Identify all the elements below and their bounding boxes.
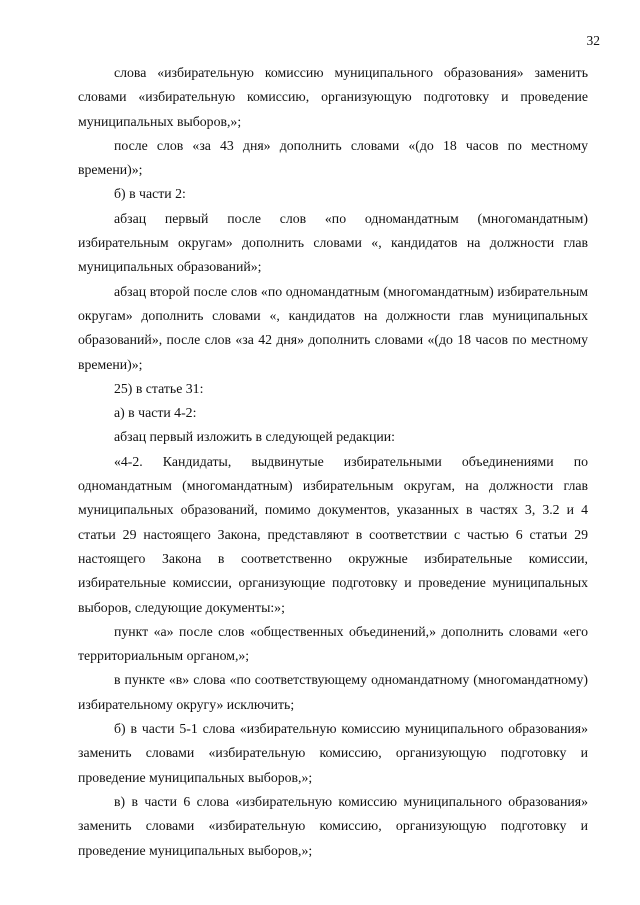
paragraph: абзац первый изложить в следующей редакции: xyxy=(114,429,395,445)
paragraph: а) в части 4-2: xyxy=(114,405,197,421)
paragraph: абзац второй после слов «по одномандатным (многомандатным) избирательным округам» дополнить словами «, кандидатов на должности глав муниципальных образований», после слов «за 42 дня» дополнить словами «(до 18 часов по местному времени)»; xyxy=(78,283,588,372)
paragraph: б) в части 5-1 слова «избирательную комиссию муниципального образования» заменить словами «избирательную комиссию, организующую подготовку и проведение муниципальных выборов,»; xyxy=(78,721,588,785)
paragraph: слова «избирательную комиссию муниципального образования» заменить словами «избирательную комиссию, организующую подготовку и проведение муниципальных выборов,»; xyxy=(78,65,588,129)
paragraph: в пункте «в» слова «по соответствующему одномандатному (многомандатному) избирательному округу» исключить; xyxy=(78,672,588,712)
page-number: 32 xyxy=(586,33,600,48)
paragraph: пункт «а» после слов «общественных объединений,» дополнить словами «его территориальным органом,»; xyxy=(78,623,588,664)
paragraph: «4-2. Кандидаты, выдвинутые избирательными объединениями по одномандатным (многомандатным) избирательным округам, на должности глав муниципальных образований, помимо документов, указанных в частях 3, 3.2 и 4 статьи 29 настоящего Закона, представляют в соответствии с частью 6 статьи 29 настоящего Закона в соответственно окружные избирательные комиссии, избирательные комиссии, организующие подготовку и проведение муниципальных выборов, следующие документы:»; xyxy=(78,453,588,615)
paragraph: абзац первый после слов «по одномандатным (многомандатным) избирательным округам» дополнить словами «, кандидатов на должности глав муниципальных образований»; xyxy=(78,210,588,275)
paragraph: б) в части 2: xyxy=(114,186,186,202)
paragraph: 25) в статье 31: xyxy=(114,380,204,396)
paragraph: в) в части 6 слова «избирательную комиссию муниципального образования» заменить словами «избирательную комиссию, организующую подготовку и проведение муниципальных выборов,»; xyxy=(78,793,588,858)
document-body xyxy=(78,61,588,863)
paragraph: после слов «за 43 дня» дополнить словами «(до 18 часов по местному времени)»; xyxy=(78,137,588,178)
